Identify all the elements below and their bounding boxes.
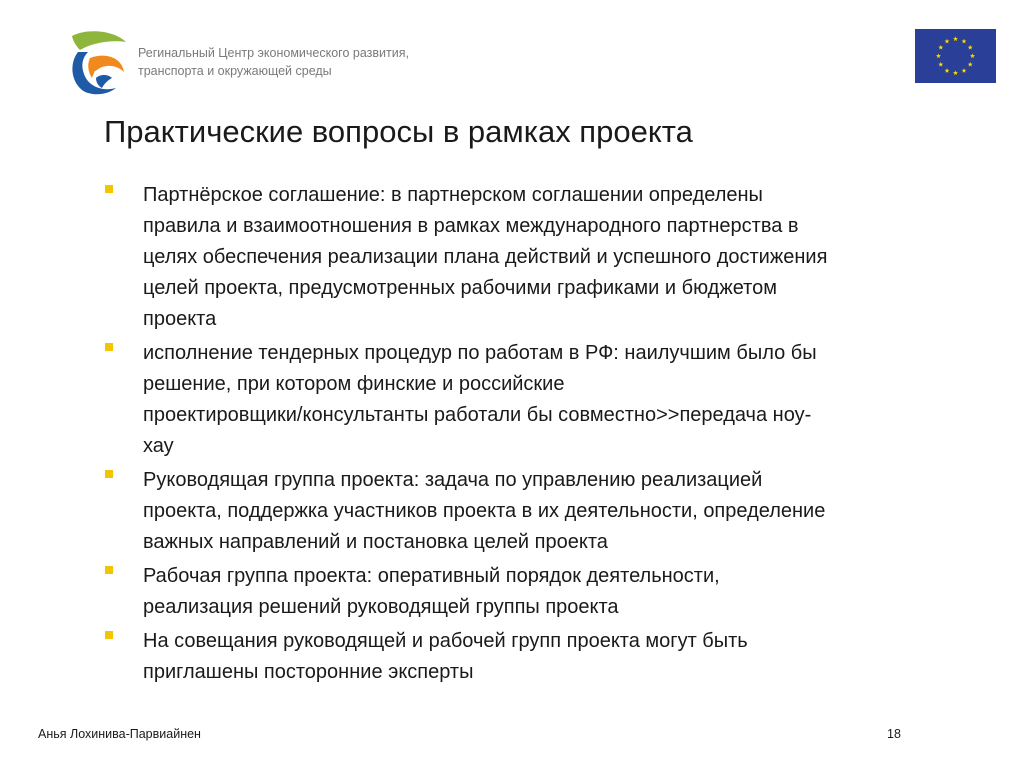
slide-title: Практические вопросы в рамках проекта bbox=[104, 114, 693, 149]
page-number: 18 bbox=[887, 727, 901, 741]
eu-flag-icon bbox=[915, 29, 996, 83]
bullet-item bbox=[103, 561, 973, 623]
square-bullet-icon bbox=[105, 470, 113, 478]
bullet-text: Партнёрское соглашение: в партнерском соглашении определены правила и взаимоотношения в рамках международного партнерства в целях обеспечения реализации плана действий и успешного достижения целей проекта, предусмотренных рабочими графиками и бюджетом проекта bbox=[143, 184, 828, 330]
bullet-item bbox=[103, 465, 973, 558]
bullet-item bbox=[103, 180, 973, 335]
footer-author: Анья Лохинива-Парвиайнен bbox=[38, 727, 201, 741]
bullet-text: исполнение тендерных процедур по работам в РФ: наилучшим было бы решение, при котором финские и российские проектировщики/консультанты работали бы совместно>>передача ноу- хау bbox=[143, 342, 817, 457]
bullet-text: Руководящая группа проекта: задача по управлению реализацией проекта, поддержка участников проекта в их деятельности, определение важных направлений и постановка целей проекта bbox=[143, 469, 826, 553]
organization-name-line1: Регинальный Центр экономического развития, bbox=[138, 46, 409, 60]
square-bullet-icon bbox=[105, 631, 113, 639]
bullet-text: На совещания руководящей и рабочей групп проекта могут быть приглашены посторонние эксперты bbox=[143, 630, 748, 683]
bullet-list bbox=[103, 180, 973, 691]
bullet-item bbox=[103, 626, 973, 688]
bullet-text: Рабочая группа проекта: оперативный порядок деятельности, реализация решений руководящей группы проекта bbox=[143, 565, 720, 618]
ely-centre-logo-icon bbox=[66, 28, 130, 96]
square-bullet-icon bbox=[105, 343, 113, 351]
organization-name bbox=[138, 44, 458, 80]
organization-name-line2: транспорта и окружающей среды bbox=[138, 64, 332, 78]
square-bullet-icon bbox=[105, 566, 113, 574]
bullet-item bbox=[103, 338, 973, 462]
square-bullet-icon bbox=[105, 185, 113, 193]
